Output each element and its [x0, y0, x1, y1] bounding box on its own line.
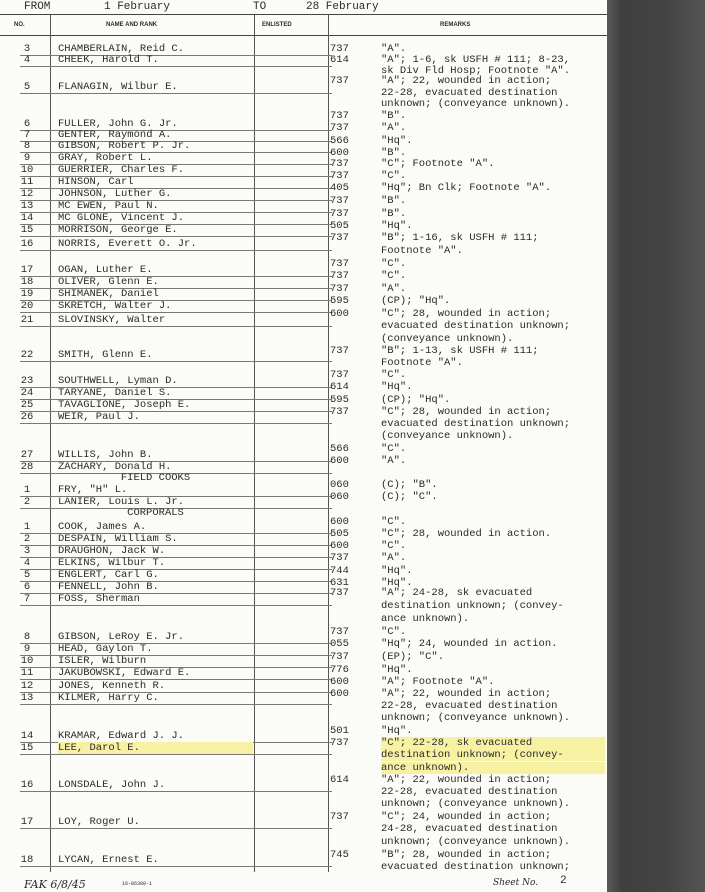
- remarks-text: "C".: [381, 516, 407, 528]
- soldier-name: HEAD, Gaylon T.: [58, 643, 153, 655]
- remarks-text: 22-28, evacuated destination: [381, 700, 558, 712]
- remarks-text: "Hq".: [381, 220, 413, 232]
- specialty-code: 405: [330, 182, 349, 194]
- soldier-name: ZACHARY, Donald H.: [58, 461, 172, 473]
- from-label: FROM: [24, 1, 51, 13]
- remarks-text: "B".: [381, 208, 407, 220]
- remarks-text: "C".: [381, 443, 407, 455]
- remarks-text: "B".: [381, 110, 407, 122]
- soldier-name: TARYANE, Daniel S.: [58, 387, 172, 399]
- row-number: 16: [20, 238, 34, 250]
- remarks-text: "C".: [381, 626, 407, 638]
- remarks-text: (C); "C".: [381, 491, 438, 503]
- row-number: 12: [20, 188, 34, 200]
- remarks-text: (CP); "Hq".: [381, 295, 451, 307]
- row-number: 17: [20, 264, 34, 276]
- remarks-text: unknown; (conveyance unknown).: [381, 798, 571, 810]
- soldier-name: GRAY, Robert L.: [58, 152, 153, 164]
- soldier-name: LYCAN, Ernest E.: [58, 854, 159, 866]
- specialty-code: 737: [330, 369, 349, 381]
- table-row: [0, 823, 607, 836]
- remarks-text: "C"; Footnote "A".: [381, 158, 495, 170]
- remarks-text: "Hq".: [381, 565, 413, 577]
- row-number: 13: [20, 692, 34, 704]
- row-number: 16: [20, 779, 34, 791]
- soldier-name: COOK, James A.: [58, 521, 147, 533]
- remarks-text: (conveyance unknown).: [381, 430, 514, 442]
- table-row: [0, 430, 607, 443]
- row-number: 27: [20, 449, 34, 461]
- soldier-name: WILLIS, John B.: [58, 449, 153, 461]
- row-number: 26: [20, 411, 34, 423]
- specialty-code: 745: [330, 849, 349, 861]
- soldier-name: CHAMBERLAIN, Reid C.: [58, 43, 185, 55]
- soldier-name: FENNELL, John B.: [58, 581, 159, 593]
- remarks-text: "A"; 22, wounded in action;: [381, 688, 552, 700]
- remarks-text: "C".: [381, 258, 407, 270]
- row-number: 1: [23, 521, 31, 533]
- specialty-code: 737: [330, 122, 349, 134]
- remarks-text: "C"; 28, wounded in action;: [381, 406, 552, 418]
- page-footer: [0, 872, 607, 892]
- row-number: 5: [23, 81, 31, 93]
- remarks-text: "B".: [381, 195, 407, 207]
- soldier-name: FULLER, John G. Jr.: [58, 118, 178, 130]
- remarks-text: Footnote "A".: [381, 357, 463, 369]
- col-name-header: NAME AND RANK: [106, 22, 158, 28]
- soldier-name: MC EWEN, Paul N.: [58, 200, 159, 212]
- soldier-name: SOUTHWELL, Lyman D.: [58, 375, 178, 387]
- form-number: 16-86380-1: [122, 881, 153, 887]
- remarks-text: "C".: [381, 540, 407, 552]
- soldier-name: SLOVINSKY, Walter: [58, 314, 166, 326]
- soldier-name: OLIVER, Glenn E.: [58, 276, 159, 288]
- section-heading: FIELD COOKS: [120, 472, 191, 484]
- row-number: 14: [20, 730, 34, 742]
- remarks-text: ance unknown).: [381, 613, 470, 625]
- remarks-text: "A"; 24-28, sk evacuated: [381, 587, 533, 599]
- remarks-text: "A".: [381, 283, 407, 295]
- soldier-name: JONES, Kenneth R.: [58, 680, 166, 692]
- specialty-code: 614: [330, 381, 349, 393]
- row-number: 25: [20, 399, 34, 411]
- remarks-text: "C"; 28, wounded in action.: [381, 528, 552, 540]
- soldier-name: LOY, Roger U.: [58, 816, 140, 828]
- specialty-code: 600: [330, 308, 349, 320]
- row-number: 9: [23, 152, 31, 164]
- table-row: [0, 749, 607, 762]
- specialty-code: 600: [330, 540, 349, 552]
- specialty-code: 737: [330, 170, 349, 182]
- soldier-name: NORRIS, Everett O. Jr.: [58, 238, 197, 250]
- soldier-name: TAVAGLIONE, Joseph E.: [58, 399, 191, 411]
- remarks-text: "A"; Footnote "A".: [381, 676, 495, 688]
- row-number: 15: [20, 742, 34, 754]
- row-number: 8: [23, 140, 31, 152]
- to-value: 28 February: [306, 1, 379, 13]
- soldier-name: HINSON, Carl: [58, 176, 134, 188]
- row-number: 6: [23, 581, 31, 593]
- specialty-code: 614: [330, 774, 349, 786]
- remarks-text: "A".: [381, 122, 407, 134]
- row-number: 23: [20, 375, 34, 387]
- specialty-code: 055: [330, 638, 349, 650]
- specialty-code: 505: [330, 220, 349, 232]
- remarks-text: 22-28, evacuated destination: [381, 786, 558, 798]
- row-number: 2: [23, 496, 31, 508]
- row-number: 3: [23, 545, 31, 557]
- row-number: 11: [20, 176, 34, 188]
- specialty-code: 737: [330, 208, 349, 220]
- remarks-text: "Hq".: [381, 381, 413, 393]
- remarks-text: (EP); "C".: [381, 651, 445, 663]
- soldier-name: JAKUBOWSKI, Edward E.: [58, 667, 191, 679]
- remarks-text: "A".: [381, 552, 407, 564]
- soldier-name: SHIMANEK, Daniel: [58, 288, 159, 300]
- specialty-code: 737: [330, 270, 349, 282]
- table-row: [0, 600, 607, 613]
- remarks-text: "C"; 28, wounded in action;: [381, 308, 552, 320]
- specialty-code: 737: [330, 232, 349, 244]
- specialty-code: 600: [330, 688, 349, 700]
- row-number: 15: [20, 224, 34, 236]
- remarks-text: 22-28, evacuated destination: [381, 87, 558, 99]
- soldier-name: FLANAGIN, Wilbur E.: [58, 81, 178, 93]
- remarks-text: "Hq".: [381, 725, 413, 737]
- soldier-name: DRAUGHON, Jack W.: [58, 545, 166, 557]
- table-row: [0, 836, 607, 849]
- row-number: 21: [20, 314, 34, 326]
- remarks-text: sk Div Fld Hosp; Footnote "A".: [381, 65, 571, 77]
- row-number: 19: [20, 288, 34, 300]
- remarks-text: "Hq".: [381, 135, 413, 147]
- table-row: [0, 712, 607, 725]
- sheet-label: Sheet No.: [493, 878, 539, 888]
- col-no-header: NO.: [14, 22, 25, 28]
- remarks-text: "C"; 24, wounded in action;: [381, 811, 552, 823]
- specialty-code: 776: [330, 664, 349, 676]
- remarks-text: "C".: [381, 369, 407, 381]
- row-number: 8: [23, 631, 31, 643]
- specialty-code: 737: [330, 158, 349, 170]
- specialty-code: 737: [330, 195, 349, 207]
- specialty-code: 595: [330, 394, 349, 406]
- row-number: 2: [23, 533, 31, 545]
- col-remarks-header: REMARKS: [440, 22, 471, 28]
- row-number: 24: [20, 387, 34, 399]
- remarks-text: "A"; 22, wounded in action;: [381, 774, 552, 786]
- row-number: 5: [23, 569, 31, 581]
- row-number: 4: [23, 54, 31, 66]
- specialty-code: 737: [330, 283, 349, 295]
- row-number: 22: [20, 349, 34, 361]
- soldier-name: GENTER, Raymond A.: [58, 129, 172, 141]
- remarks-text: unknown; (conveyance unknown).: [381, 98, 571, 110]
- remarks-text: "B"; 1-16, sk USFH # 111;: [381, 232, 539, 244]
- specialty-code: 600: [330, 455, 349, 467]
- row-number: 12: [20, 680, 34, 692]
- soldier-name: WEIR, Paul J.: [58, 411, 140, 423]
- soldier-name: FRY, "H" L.: [58, 484, 128, 496]
- row-number: 11: [20, 667, 34, 679]
- soldier-name: DESPAIN, William S.: [58, 533, 178, 545]
- row-number: 10: [20, 655, 34, 667]
- specialty-code: 060: [330, 479, 349, 491]
- handwritten-initials: FAK 6/8/45: [24, 878, 86, 891]
- remarks-text: "A".: [381, 43, 407, 55]
- remarks-text: evacuated destination unknown;: [381, 418, 571, 430]
- table-row: [0, 320, 607, 333]
- soldier-name: GUERRIER, Charles F.: [58, 164, 185, 176]
- soldier-name: SMITH, Glenn E.: [58, 349, 153, 361]
- section-heading: CORPORALS: [127, 507, 184, 519]
- table-row: [0, 245, 607, 258]
- specialty-code: 737: [330, 811, 349, 823]
- specialty-code: 600: [330, 147, 349, 159]
- remarks-text: "B"; 1-13, sk USFH # 111;: [381, 345, 539, 357]
- row-number: 7: [23, 593, 31, 605]
- specialty-code: 737: [330, 43, 349, 55]
- remarks-text: destination unknown; (convey-: [381, 600, 564, 612]
- specialty-code: 737: [330, 552, 349, 564]
- specialty-code: 737: [330, 651, 349, 663]
- row-number: 20: [20, 300, 34, 312]
- soldier-name: CHEEK, Harold T.: [58, 54, 159, 66]
- specialty-code: 737: [330, 737, 349, 749]
- soldier-name: MORRISON, George E.: [58, 224, 178, 236]
- soldier-name: ELKINS, Wilbur T.: [58, 557, 166, 569]
- row-number: 9: [23, 643, 31, 655]
- remarks-text: "B".: [381, 147, 407, 159]
- soldier-name: GIBSON, Robert P. Jr.: [58, 140, 191, 152]
- row-number: 13: [20, 200, 34, 212]
- remarks-text: ance unknown).: [381, 762, 605, 774]
- specialty-code: 737: [330, 406, 349, 418]
- row-number: 18: [20, 854, 34, 866]
- remarks-text: (CP); "Hq".: [381, 394, 451, 406]
- remarks-text: "Hq"; 24, wounded in action.: [381, 638, 558, 650]
- soldier-name: LANIER, Louis L. Jr.: [58, 496, 185, 508]
- remarks-text: destination unknown; (convey-: [381, 749, 605, 761]
- row-number: 6: [23, 118, 31, 130]
- soldier-name: KRAMAR, Edward J. J.: [58, 730, 185, 742]
- remarks-text: "A"; 22, wounded in action;: [381, 75, 552, 87]
- specialty-code: 737: [330, 345, 349, 357]
- remarks-text: "Hq".: [381, 577, 413, 589]
- specialty-code: 060: [330, 491, 349, 503]
- row-number: 3: [23, 43, 31, 55]
- specialty-code: 505: [330, 528, 349, 540]
- specialty-code: 566: [330, 443, 349, 455]
- soldier-name: LEE, Darol E.: [58, 742, 253, 754]
- specialty-code: 595: [330, 295, 349, 307]
- table-row: [0, 613, 607, 626]
- to-label: TO: [253, 1, 267, 13]
- scan-edge: [607, 0, 705, 892]
- row-number: 4: [23, 557, 31, 569]
- specialty-code: 614: [330, 54, 349, 66]
- remarks-text: "C"; 22-28, sk evacuated: [381, 737, 605, 749]
- row-number: 10: [20, 164, 34, 176]
- remarks-text: (C); "B".: [381, 479, 438, 491]
- table-row: [0, 798, 607, 811]
- remarks-text: "Hq"; Bn Clk; Footnote "A".: [381, 182, 552, 194]
- specialty-code: 737: [330, 626, 349, 638]
- sheet-number: 2: [560, 875, 567, 887]
- specialty-code: 631: [330, 577, 349, 589]
- soldier-name: ENGLERT, Carl G.: [58, 569, 159, 581]
- remarks-text: "B"; 28, wounded in action;: [381, 849, 552, 861]
- remarks-text: (conveyance unknown).: [381, 333, 514, 345]
- row-number: 7: [23, 129, 31, 141]
- row-number: 1: [23, 484, 31, 496]
- soldier-name: FOSS, Sherman: [58, 593, 140, 605]
- remarks-text: "A"; 1-6, sk USFH # 111; 8-23,: [381, 54, 571, 66]
- remarks-text: "Hq".: [381, 664, 413, 676]
- specialty-code: 737: [330, 75, 349, 87]
- column-header-row: [0, 15, 607, 36]
- remarks-text: 24-28, evacuated destination: [381, 823, 558, 835]
- soldier-name: OGAN, Luther E.: [58, 264, 153, 276]
- date-range-line: [0, 0, 607, 15]
- soldier-name: LONSDALE, John J.: [58, 779, 166, 791]
- row-number: 28: [20, 461, 34, 473]
- row-number: 18: [20, 276, 34, 288]
- soldier-name: KILMER, Harry C.: [58, 692, 159, 704]
- soldier-name: ISLER, Wilburn: [58, 655, 147, 667]
- specialty-code: 737: [330, 258, 349, 270]
- remarks-text: unknown; (conveyance unknown).: [381, 836, 571, 848]
- row-number: 14: [20, 212, 34, 224]
- specialty-code: 737: [330, 110, 349, 122]
- remarks-text: "C".: [381, 270, 407, 282]
- specialty-code: 566: [330, 135, 349, 147]
- specialty-code: 501: [330, 725, 349, 737]
- row-number: 17: [20, 816, 34, 828]
- from-value: 1 February: [104, 1, 171, 13]
- remarks-text: unknown; (conveyance unknown).: [381, 712, 571, 724]
- col-enlisted-header: ENLISTED: [262, 22, 292, 28]
- specialty-code: 737: [330, 587, 349, 599]
- soldier-name: GIBSON, LeRoy E. Jr.: [58, 631, 185, 643]
- remarks-text: Footnote "A".: [381, 245, 463, 257]
- remarks-text: evacuated destination unknown;: [381, 861, 571, 873]
- soldier-name: SKRETCH, Walter J.: [58, 300, 172, 312]
- specialty-code: 600: [330, 676, 349, 688]
- remarks-text: "A".: [381, 455, 407, 467]
- remarks-text: "C".: [381, 170, 407, 182]
- remarks-text: evacuated destination unknown;: [381, 320, 571, 332]
- soldier-name: JOHNSON, Luther G.: [58, 188, 172, 200]
- specialty-code: 744: [330, 565, 349, 577]
- specialty-code: 600: [330, 516, 349, 528]
- soldier-name: MC GLONE, Vincent J.: [58, 212, 185, 224]
